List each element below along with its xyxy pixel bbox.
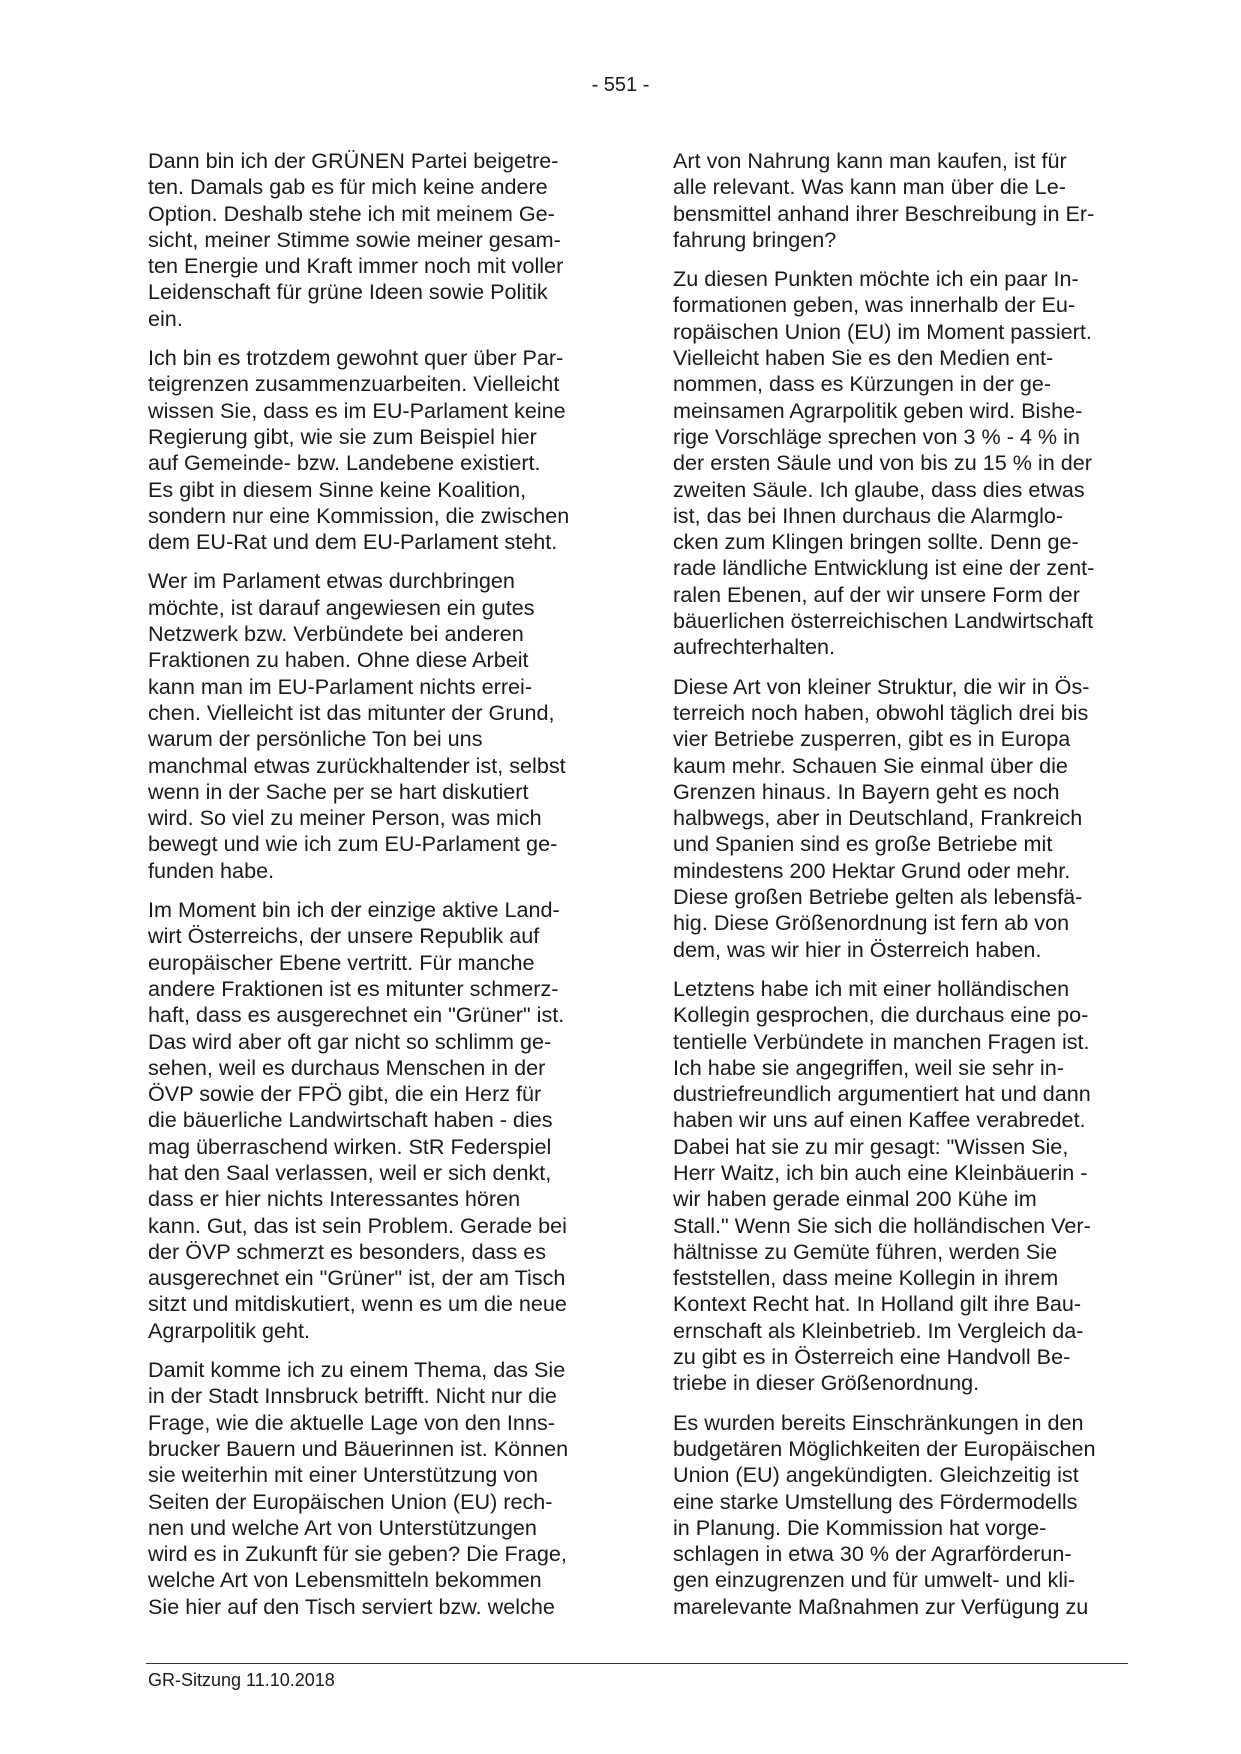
text-line: terreich noch haben, obwohl täglich drei bis [673, 699, 1089, 725]
text-line: schlagen in etwa 30 % der Agrarförderun- [673, 1541, 1072, 1567]
paragraph [673, 1410, 1123, 1620]
text-line: triebe in dieser Größenordnung. [673, 1370, 980, 1396]
text-line: vier Betriebe zusperren, gibt es in Europa [673, 726, 1071, 752]
text-line: haft, dass es ausgerechnet ein "Grüner" ist. [148, 1002, 565, 1028]
text-line: Kollegin gesprochen, die durchaus eine po- [673, 1002, 1089, 1028]
text-line: Leidenschaft für grüne Ideen sowie Politik [148, 279, 548, 305]
text-line: gen einzugrenzen und für umwelt- und kli- [673, 1567, 1076, 1593]
text-line: ist, das bei Ihnen durchaus die Alarmglo- [673, 502, 1064, 528]
text-line: Diese großen Betriebe gelten als lebensfä- [673, 884, 1083, 910]
paragraph [148, 897, 598, 1344]
text-line: kann man im EU-Parlament nichts errei- [148, 673, 533, 699]
text-line: Netzwerk bzw. Verbündete bei anderen [148, 621, 524, 647]
text-line: Damit komme ich zu einem Thema, das Sie [148, 1357, 566, 1383]
text-line: in der Stadt Innsbruck betrifft. Nicht nur die [148, 1383, 557, 1409]
text-line: ausgerechnet ein "Grüner" ist, der am Tisch [148, 1265, 566, 1291]
text-line: dustriefreundlich argumentiert hat und dann [673, 1081, 1091, 1107]
paragraph [148, 345, 598, 555]
text-line: feststellen, dass meine Kollegin in ihrem [673, 1265, 1059, 1291]
text-line: teigrenzen zusammenzuarbeiten. Vielleicht [148, 371, 560, 397]
text-line: zu gibt es in Österreich eine Handvoll Be- [673, 1344, 1071, 1370]
text-line: manchmal etwas zurückhaltender ist, selbst [148, 752, 566, 778]
text-line: der ÖVP schmerzt es besonders, dass es [148, 1238, 547, 1264]
text-line: tentielle Verbündete in manchen Fragen ist. [673, 1028, 1090, 1054]
text-line: Agrarpolitik geht. [148, 1317, 311, 1343]
text-line: bensmittel anhand ihrer Beschreibung in Er- [673, 200, 1095, 226]
text-line: ropäischen Union (EU) im Moment passiert. [673, 318, 1092, 344]
text-line: rade ländliche Entwicklung ist eine der zent- [673, 555, 1095, 581]
footer-divider [146, 1663, 1128, 1664]
text-line: sicht, meiner Stimme sowie meiner gesam- [148, 226, 561, 252]
text-line: ein. [148, 305, 183, 331]
text-line: Dabei hat sie zu mir gesagt: "Wissen Sie, [673, 1133, 1069, 1159]
text-line: Das wird aber oft gar nicht so schlimm ge- [148, 1028, 552, 1054]
text-line: Vielleicht haben Sie es den Medien ent- [673, 345, 1054, 371]
text-line: wirt Österreichs, der unsere Republik auf [148, 923, 540, 949]
text-line: Art von Nahrung kann man kaufen, ist für [673, 148, 1067, 173]
text-line: alle relevant. Was kann man über die Le- [673, 174, 1066, 200]
text-line: warum der persönliche Ton bei uns [148, 726, 483, 752]
text-line: dem EU-Rat und dem EU-Parlament steht. [148, 529, 558, 555]
text-line: dem, was wir hier in Österreich haben. [673, 936, 1042, 962]
text-line: Ich habe sie angegriffen, weil sie sehr in- [673, 1054, 1064, 1080]
text-line: Es wurden bereits Einschränkungen in den [673, 1409, 1084, 1435]
text-line: sondern nur eine Kommission, die zwischen [148, 502, 570, 528]
text-line: bäuerlichen österreichischen Landwirtschaft [673, 608, 1094, 634]
text-line: Zu diesen Punkten möchte ich ein paar In- [673, 266, 1079, 292]
text-line: budgetären Möglichkeiten der Europäischen [673, 1435, 1096, 1461]
text-line: hältnisse zu Gemüte führen, werden Sie [673, 1238, 1058, 1264]
text-line: zweiten Säule. Ich glaube, dass dies etwas [673, 476, 1085, 502]
text-line: rige Vorschläge sprechen von 3 % - 4 % in [673, 423, 1080, 449]
text-line: ten Energie und Kraft immer noch mit voller [148, 253, 564, 279]
paragraph [148, 148, 598, 332]
text-line: sehen, weil es durchaus Menschen in der [148, 1054, 546, 1080]
text-line: hat den Saal verlassen, weil er sich denkt, [148, 1159, 552, 1185]
text-line: formationen geben, was innerhalb der Eu- [673, 292, 1076, 318]
paragraph [673, 148, 1123, 253]
text-line: bewegt und wie ich zum EU-Parlament ge- [148, 831, 558, 857]
text-line: mindestens 200 Hektar Grund oder mehr. [673, 857, 1071, 883]
text-line: Sie hier auf den Tisch serviert bzw. welche [148, 1593, 555, 1619]
text-line: nommen, dass es Kürzungen in der ge- [673, 371, 1052, 397]
text-line: Stall." Wenn Sie sich die holländischen Ver- [673, 1212, 1091, 1238]
text-line: dass er hier nichts Interessantes hören [148, 1186, 521, 1212]
text-line: cken zum Klingen bringen sollte. Denn ge- [673, 529, 1079, 555]
text-line: meinsamen Agrarpolitik geben wird. Bishe- [673, 397, 1083, 423]
text-line: möchte, ist darauf angewiesen ein gutes [148, 594, 535, 620]
text-line: Regierung gibt, wie sie zum Beispiel hier [148, 423, 537, 449]
text-line: aufrechterhalten. [673, 634, 836, 660]
text-line: Union (EU) angekündigten. Gleichzeitig ist [673, 1462, 1079, 1488]
text-line: wird. So viel zu meiner Person, was mich [148, 805, 542, 831]
text-line: ten. Damals gab es für mich keine andere [148, 174, 548, 200]
text-line: sitzt und mitdiskutiert, wenn es um die neue [148, 1291, 567, 1317]
text-line: welche Art von Lebensmitteln bekommen [148, 1567, 542, 1593]
text-line: mag überraschend wirken. StR Federspiel [148, 1133, 552, 1159]
text-line: Herr Waitz, ich bin auch eine Kleinbäuerin - [673, 1159, 1088, 1185]
text-line: Fraktionen zu haben. Ohne diese Arbeit [148, 647, 529, 673]
text-line: europäischer Ebene vertritt. Für manche [148, 949, 535, 975]
text-line: eine starke Umstellung des Fördermodells [673, 1488, 1078, 1514]
text-line: Wer im Parlament etwas durchbringen [148, 568, 515, 594]
text-line: Es gibt in diesem Sinne keine Koalition, [148, 476, 527, 502]
text-line: ralen Ebenen, auf der wir unsere Form der [673, 581, 1080, 607]
text-line: sie weiterhin mit einer Unterstützung von [148, 1462, 539, 1488]
text-line: chen. Vielleicht ist das mitunter der Grund, [148, 699, 555, 725]
text-line: funden habe. [148, 857, 275, 883]
paragraph [148, 568, 598, 884]
text-line: kaum mehr. Schauen Sie einmal über die [673, 752, 1068, 778]
text-line: der ersten Säule und von bis zu 15 % in der [673, 450, 1092, 476]
text-line: wenn in der Sache per se hart diskutiert [148, 778, 529, 804]
text-line: wir haben gerade einmal 200 Kühe im [673, 1186, 1037, 1212]
text-line: ernschaft als Kleinbetrieb. Im Vergleich da- [673, 1317, 1084, 1343]
text-line: kann. Gut, das ist sein Problem. Gerade bei [148, 1212, 567, 1238]
text-line: fahrung bringen? [673, 226, 837, 252]
text-line: Ich bin es trotzdem gewohnt quer über Par- [148, 345, 564, 371]
text-line: halbwegs, aber in Deutschland, Frankreich [673, 805, 1083, 831]
text-line: die bäuerliche Landwirtschaft haben - dies [148, 1107, 553, 1133]
text-line: hig. Diese Größenordnung ist fern ab von [673, 910, 1070, 936]
text-line: haben wir uns auf einen Kaffee verabredet. [673, 1107, 1086, 1133]
paragraph [673, 266, 1123, 660]
text-line: Grenzen hinaus. In Bayern geht es noch [673, 778, 1060, 804]
footer-session-date: GR-Sitzung 11.10.2018 [148, 1670, 335, 1690]
text-line: Option. Deshalb stehe ich mit meinem Ge- [148, 200, 555, 226]
text-line: auf Gemeinde- bzw. Landebene existiert. [148, 450, 541, 476]
text-line: wird es in Zukunft für sie geben? Die Frage, [148, 1541, 567, 1567]
text-line: wissen Sie, dass es im EU-Parlament keine [148, 397, 566, 423]
text-line: andere Fraktionen ist es mitunter schmerz- [148, 975, 559, 1001]
text-line: Dann bin ich der GRÜNEN Partei beigetre- [148, 148, 559, 173]
text-line: brucker Bauern und Bäuerinnen ist. Können [148, 1435, 569, 1461]
text-line: nen und welche Art von Unterstützungen [148, 1514, 537, 1540]
page-number: - 551 - [591, 74, 650, 96]
text-line: Letztens habe ich mit einer holländischen [673, 975, 1070, 1001]
text-line: ÖVP sowie der FPÖ gibt, die ein Herz für [148, 1081, 542, 1107]
text-line: Kontext Recht hat. In Holland gilt ihre Bau- [673, 1291, 1082, 1317]
text-line: Frage, wie die aktuelle Lage von den Inns- [148, 1409, 555, 1435]
text-line: und Spanien sind es große Betriebe mit [673, 831, 1053, 857]
left-column [148, 148, 598, 1633]
paragraph [673, 976, 1123, 1397]
right-column [673, 148, 1123, 1633]
text-line: Seiten der Europäischen Union (EU) rech- [148, 1488, 553, 1514]
paragraph [148, 1357, 598, 1620]
text-line: marelevante Maßnahmen zur Verfügung zu [673, 1593, 1089, 1619]
text-line: in Planung. Die Kommission hat vorge- [673, 1514, 1047, 1540]
text-line: Diese Art von kleiner Struktur, die wir in Ös- [673, 673, 1090, 699]
text-line: Im Moment bin ich der einzige aktive Land- [148, 897, 560, 923]
paragraph [673, 674, 1123, 963]
